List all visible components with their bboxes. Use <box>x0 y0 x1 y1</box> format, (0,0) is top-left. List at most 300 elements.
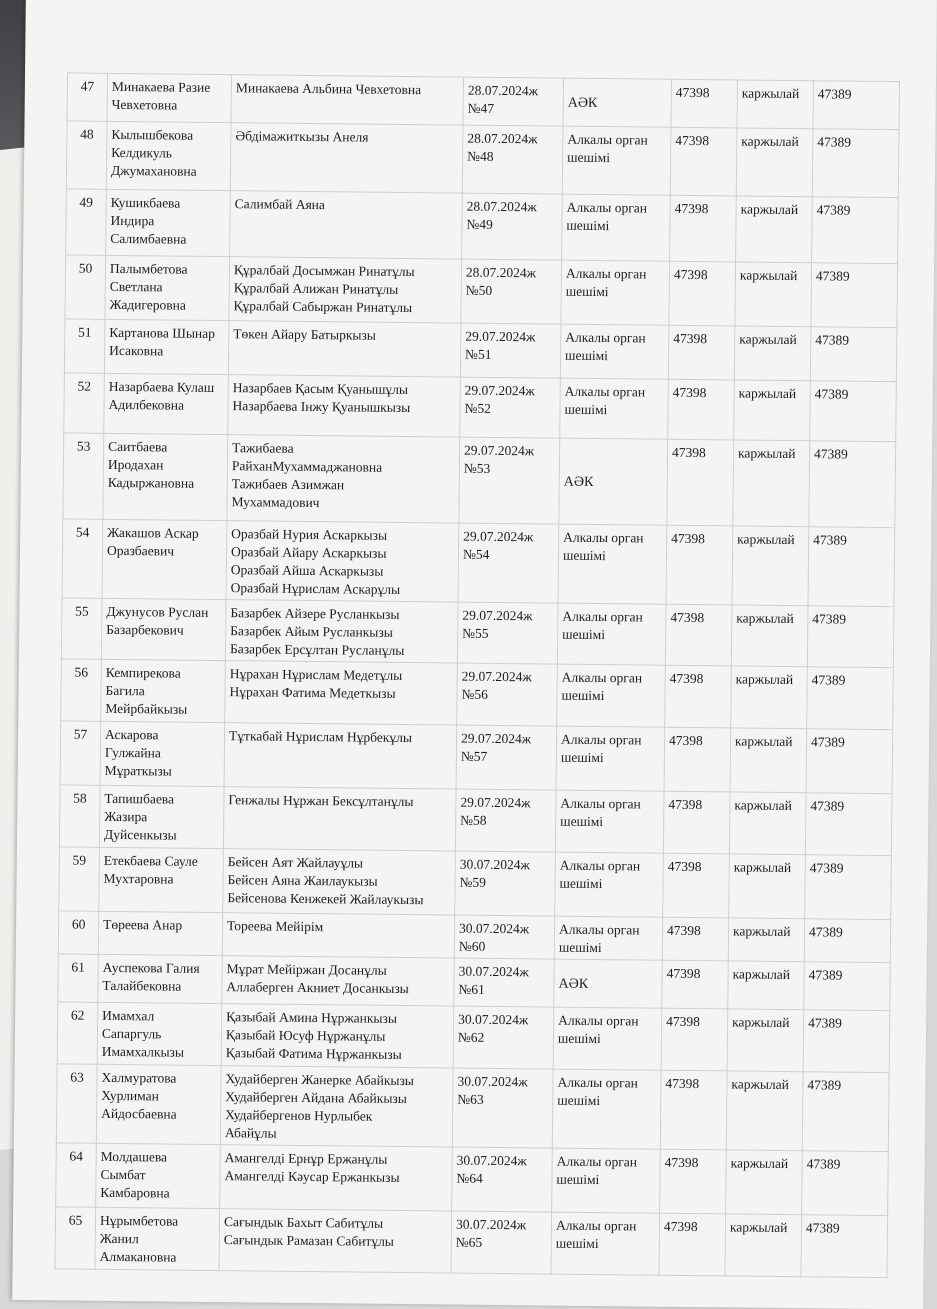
basis-cell: Алкалы орган шешімі <box>562 194 671 261</box>
total-cell: 47389 <box>804 962 890 1011</box>
decision-number: №47 <box>467 100 495 116</box>
basis-cell: АӘК <box>559 438 668 525</box>
date-cell <box>455 789 556 852</box>
child-name-line: Худайберген Жанерке Абайкызы <box>225 1071 414 1089</box>
table-row <box>67 73 899 130</box>
table-row <box>60 721 893 794</box>
children-names-cell <box>222 913 454 958</box>
date-cell <box>454 915 554 959</box>
parent-name-line: Алмакановна <box>99 1248 177 1265</box>
children-names-cell <box>226 521 459 602</box>
parent-name-line: Палымбетова <box>109 260 188 277</box>
aid-type-cell: каржылай <box>734 380 811 441</box>
aid-type-cell: каржылай <box>735 262 812 327</box>
parent-name-line: Исаковна <box>109 342 164 359</box>
aid-type-cell: каржылай <box>731 605 808 667</box>
children-names-cell <box>220 1066 453 1147</box>
parent-name-cell <box>99 847 224 912</box>
parent-name-line: Кушикбаева <box>110 194 181 211</box>
parent-name-cell <box>101 598 226 660</box>
total-cell: 47389 <box>801 1215 888 1278</box>
aid-type-cell: каржылай <box>736 128 813 197</box>
parent-name-line: Ауспекова Галия <box>102 959 200 976</box>
children-names-cell <box>223 787 456 851</box>
child-name-line: Тұткабай Нұрислам Нұрбекұлы <box>229 728 413 746</box>
parent-name-line: Жакашов Аскар <box>107 524 199 541</box>
decision-date: 28.07.2024ж <box>466 198 537 215</box>
parent-name-cell <box>102 519 227 599</box>
table-row <box>56 1064 889 1152</box>
row-number: 64 <box>56 1143 97 1207</box>
parent-name-line: Имамхал <box>102 1007 155 1024</box>
parent-name-cell <box>107 73 231 122</box>
amount-cell: 47398 <box>662 917 728 961</box>
date-cell <box>451 1211 552 1274</box>
decision-number: №62 <box>457 1029 485 1045</box>
parent-name-line: Багила <box>105 682 145 699</box>
aid-type-cell: каржылай <box>728 961 804 1010</box>
parent-name-cell <box>96 1064 221 1144</box>
child-name-line: Генжалы Нұржан Бексұлтанұлы <box>228 792 414 810</box>
decision-date: 29.07.2024ж <box>461 730 532 747</box>
aid-type-cell: каржылай <box>736 196 813 263</box>
row-number: 53 <box>63 433 104 519</box>
child-name-line: Минакаева Альбина Чевхетовна <box>235 80 422 98</box>
parent-name-line: Картанова Шынар <box>109 324 216 341</box>
date-cell <box>460 377 561 438</box>
table-row <box>57 1002 890 1073</box>
aid-type-cell: каржылай <box>733 440 810 527</box>
aid-type-cell: каржылай <box>737 80 813 129</box>
decision-date: 29.07.2024ж <box>465 328 536 345</box>
row-number: 56 <box>61 659 102 721</box>
decision-number: №58 <box>460 812 487 828</box>
children-names-cell <box>220 1145 453 1211</box>
parent-name-cell <box>106 189 231 256</box>
parent-name-line: Хурлиман <box>101 1087 159 1104</box>
decision-date: 30.07.2024ж <box>459 856 530 873</box>
parent-name-cell <box>96 1143 221 1208</box>
parent-name-line: Нұрымбетова <box>99 1212 179 1229</box>
parent-name-cell <box>95 1207 220 1270</box>
table-body <box>55 73 899 1278</box>
total-cell: 47389 <box>803 1010 890 1073</box>
total-cell: 47389 <box>802 1151 889 1216</box>
row-number: 60 <box>58 911 98 954</box>
total-cell: 47389 <box>810 381 897 442</box>
child-name-line: Оразбай Айару Аскаркызы <box>230 544 387 561</box>
table-row <box>59 785 892 856</box>
date-cell <box>462 125 563 194</box>
child-name-line: Аллаберген Акниет Досанкызы <box>226 979 409 997</box>
children-names-cell <box>230 123 463 193</box>
children-names-cell <box>227 435 460 523</box>
child-name-line: Назарбаев Қасым Қуанышұлы <box>232 380 409 398</box>
decision-number: №57 <box>460 748 488 764</box>
child-name-line: Амангелді Кәусар Ержанкызы <box>224 1168 400 1185</box>
row-number: 52 <box>64 373 105 433</box>
child-name-line: Тажибаева <box>232 440 294 456</box>
total-cell: 47389 <box>805 793 892 856</box>
row-number: 57 <box>60 721 101 785</box>
date-cell <box>463 77 563 126</box>
parent-name-line: Кемпирекова <box>105 664 181 681</box>
decision-date: 30.07.2024ж <box>455 1216 527 1233</box>
parent-name-line: Иродахан <box>107 456 164 473</box>
amount-cell: 47398 <box>660 1149 727 1214</box>
child-name-line: Нұрахан Фатима Медеткызы <box>229 684 396 701</box>
total-cell: 47389 <box>804 919 890 963</box>
decision-date: 30.07.2024ж <box>456 1152 527 1169</box>
table-row <box>58 954 890 1011</box>
table-row <box>62 519 895 607</box>
amount-cell: 47398 <box>666 525 733 605</box>
children-names-cell <box>228 375 461 437</box>
parent-name-line: Тапишбаева <box>104 790 175 807</box>
child-name-line: Оразбай Айша Аскаркызы <box>230 562 384 579</box>
decision-date: 29.07.2024ж <box>460 794 531 811</box>
parent-name-cell <box>100 721 225 786</box>
date-cell <box>457 602 558 664</box>
child-name-line: Төкен Айару Батыркызы <box>233 326 377 343</box>
child-name-line: Мухаммадович <box>231 494 320 511</box>
date-cell <box>462 193 563 260</box>
row-number: 62 <box>57 1002 98 1064</box>
child-name-line: Құралбай Сабыржан Ринатұлы <box>233 298 413 316</box>
parent-name-line: Чевхетовна <box>111 96 178 113</box>
parent-name-line: Индира <box>110 212 155 229</box>
amount-cell: 47398 <box>663 791 730 854</box>
decision-date: 28.07.2024ж <box>465 264 537 281</box>
total-cell: 47389 <box>802 1072 889 1152</box>
date-cell <box>460 323 561 378</box>
aid-type-cell: каржылай <box>730 728 807 793</box>
amount-cell: 47398 <box>670 195 737 262</box>
decision-number: №56 <box>461 686 489 702</box>
parent-name-line: Етекбаева Сауле <box>103 852 198 869</box>
decision-date: 30.07.2024ж <box>457 1073 528 1090</box>
date-cell <box>455 851 556 916</box>
total-cell: 47389 <box>805 855 892 920</box>
parent-name-line: Сапаргуль <box>101 1025 162 1042</box>
child-name-line: Сағындык Рамазан Сабитұлы <box>223 1232 395 1249</box>
children-names-cell <box>219 1209 452 1273</box>
decision-number: №52 <box>464 400 492 416</box>
aid-type-cell: каржылай <box>726 1150 803 1215</box>
table-row <box>61 659 894 730</box>
children-names-cell <box>223 849 456 915</box>
parent-name-line: Жазира <box>104 808 148 825</box>
parent-name-cell <box>98 954 222 1003</box>
aid-type-cell: каржылай <box>726 1071 803 1151</box>
child-name-line: Оразбай Нурия Аскаркызы <box>231 526 388 543</box>
aid-type-cell: каржылай <box>729 854 806 919</box>
amount-cell: 47398 <box>664 727 731 792</box>
parent-name-line: Жадигеровна <box>109 296 186 313</box>
decision-number: №55 <box>462 625 489 641</box>
parent-name-line: Халмуратова <box>101 1069 177 1086</box>
child-name-line: Худайбергенов Нурлыбек <box>225 1107 373 1124</box>
aid-type-cell: каржылай <box>731 666 808 729</box>
decision-number: №60 <box>458 938 486 954</box>
child-name-line: Базарбек Айзере Русланкызы <box>230 605 400 622</box>
decision-number: №59 <box>459 874 487 890</box>
table-row <box>56 1143 889 1216</box>
child-name-line: Сағындык Бахыт Сабитұлы <box>223 1214 384 1231</box>
child-name-line: Назарбаева Інжу Қуанышкызы <box>232 398 411 416</box>
basis-cell: Алкалы орган шешімі <box>557 664 666 727</box>
decision-date: 30.07.2024ж <box>458 1011 529 1028</box>
decision-date: 29.07.2024ж <box>463 528 534 545</box>
row-number: 50 <box>65 255 106 319</box>
child-name-line: Базарбек Айым Русланкызы <box>230 623 393 640</box>
basis-cell: АӘК <box>554 959 662 1008</box>
parent-name-line: Аскарова <box>105 726 159 743</box>
decision-number: №61 <box>458 981 485 997</box>
children-names-cell <box>228 321 461 377</box>
table-row <box>66 121 899 198</box>
child-name-line: Қазыбай Юсуф Нұржанұлы <box>225 1027 386 1044</box>
parent-name-line: Адилбековна <box>108 396 185 413</box>
parent-name-line: Дуйсенкызы <box>103 826 177 843</box>
parent-name-line: Гулжайна <box>104 744 161 761</box>
amount-cell: 47398 <box>669 261 736 326</box>
decision-number: №64 <box>456 1170 483 1186</box>
parent-name-cell <box>97 1002 222 1065</box>
row-number: 58 <box>59 785 100 847</box>
total-cell: 47389 <box>810 327 897 382</box>
decision-date: 29.07.2024ж <box>464 382 535 399</box>
parent-name-line: Кылышбекова <box>111 126 194 143</box>
amount-cell: 47398 <box>660 1070 727 1150</box>
parent-name-cell <box>104 373 229 434</box>
parent-name-line: Салимбаевна <box>110 230 187 247</box>
children-names-cell <box>229 257 462 323</box>
row-number: 48 <box>66 121 107 189</box>
decision-number: №49 <box>466 216 493 232</box>
date-cell <box>458 523 559 603</box>
beneficiary-table <box>54 72 899 1278</box>
total-cell: 47389 <box>812 129 899 198</box>
child-name-line: Бейсен Аят Жайлауұлы <box>227 854 364 871</box>
parent-name-line: Кадыржановна <box>107 474 195 491</box>
table-row <box>61 598 894 668</box>
parent-name-line: Оразбаевич <box>106 542 175 559</box>
parent-name-line: Мухтаровна <box>103 870 174 887</box>
row-number: 51 <box>64 319 105 373</box>
decision-number: №48 <box>467 148 494 164</box>
amount-cell: 47398 <box>661 1008 728 1071</box>
date-cell <box>454 958 554 1007</box>
date-cell <box>456 725 557 790</box>
basis-cell: Алкалы орган шешімі <box>554 916 662 960</box>
basis-cell: Алкалы орган шешімі <box>560 324 669 379</box>
decision-number: №51 <box>465 346 492 362</box>
table-row <box>64 373 897 442</box>
parent-name-line: Сымбат <box>100 1166 146 1183</box>
table-row <box>66 189 899 264</box>
child-name-line: Худайберген Айдана Абайкызы <box>225 1089 407 1107</box>
basis-cell: Алкалы орган шешімі <box>556 726 665 791</box>
child-name-line: Амангелді Ернұр Ержанұлы <box>224 1150 388 1167</box>
children-names-cell <box>224 723 457 789</box>
decision-number: №65 <box>455 1234 483 1250</box>
table-row <box>55 1207 888 1278</box>
total-cell: 47389 <box>812 197 899 264</box>
table-row <box>59 847 892 920</box>
child-name-line: Бейсен Аяна Жаилаукызы <box>227 872 378 889</box>
row-number: 63 <box>56 1064 97 1143</box>
decision-number: №54 <box>462 546 490 562</box>
children-names-cell <box>225 661 458 725</box>
parent-name-line: Имамхалкызы <box>101 1043 185 1060</box>
basis-cell: Алкалы орган шешімі <box>558 524 667 604</box>
child-name-line: РайханМухаммаджановна <box>231 458 383 475</box>
basis-cell: Алкалы орган шешімі <box>561 260 670 325</box>
basis-cell: Алкалы орган шешімі <box>560 378 669 439</box>
row-number: 54 <box>62 519 103 598</box>
parent-name-line: Джунусов Руслан <box>106 603 209 620</box>
parent-name-cell <box>106 121 231 190</box>
basis-cell: Алкалы орган шешімі <box>552 1069 661 1149</box>
children-names-cell <box>222 956 454 1006</box>
child-name-line: Қазыбай Фатима Нұржанкызы <box>225 1045 402 1062</box>
amount-cell: 47398 <box>670 127 737 196</box>
decision-number: №53 <box>463 460 491 476</box>
table-row <box>65 255 898 328</box>
parent-name-line: Айдосбаевна <box>101 1105 177 1122</box>
total-cell: 47389 <box>807 606 894 668</box>
parent-name-cell <box>101 659 226 722</box>
document-page <box>12 0 937 1309</box>
child-name-line: Оразбай Нұрислам Аскарұлы <box>230 580 401 597</box>
decision-date: 30.07.2024ж <box>459 920 530 937</box>
basis-cell: Алкалы орган шешімі <box>555 790 664 853</box>
aid-type-cell: каржылай <box>732 526 809 606</box>
aid-type-cell: каржылай <box>728 918 804 962</box>
child-name-line: Базарбек Ерсұлтан Русланұлы <box>229 641 405 658</box>
child-name-line: Бейсенова Кенжекей Жайлаукызы <box>227 890 424 908</box>
parent-name-line: Джумахановна <box>110 162 197 179</box>
decision-date: 29.07.2024ж <box>464 442 535 459</box>
amount-cell: 47398 <box>667 439 734 526</box>
amount-cell: 47398 <box>665 604 732 666</box>
table-row <box>64 319 897 382</box>
child-name-line: Мұрат Мейіржан Досанұлы <box>226 961 387 978</box>
basis-cell: Алкалы орган шешімі <box>557 603 666 665</box>
decision-date: 29.07.2024ж <box>462 607 533 624</box>
child-name-line: Абайұлы <box>224 1125 277 1141</box>
row-number: 55 <box>61 598 102 659</box>
date-cell <box>459 437 560 524</box>
decision-number: №50 <box>465 282 493 298</box>
aid-type-cell: каржылай <box>734 326 811 381</box>
parent-name-line: Камбаровна <box>100 1184 170 1201</box>
amount-cell: 47398 <box>671 79 737 128</box>
amount-cell: 47398 <box>668 325 735 380</box>
total-cell: 47389 <box>809 441 896 528</box>
total-cell: 47389 <box>813 81 899 130</box>
child-name-line: Тажибаев Азимжан <box>231 476 345 493</box>
parent-name-line: Келдикуль <box>111 144 173 161</box>
amount-cell: 47398 <box>662 960 728 1009</box>
aid-type-cell: каржылай <box>727 1009 804 1072</box>
basis-cell: Алкалы орган шешімі <box>551 1212 660 1275</box>
parent-name-cell <box>103 433 228 520</box>
parent-name-line: Назарбаева Кулаш <box>108 378 215 395</box>
basis-cell: АӘК <box>563 78 671 127</box>
parent-name-cell <box>99 785 224 848</box>
row-number: 59 <box>59 847 100 911</box>
children-names-cell <box>225 600 458 663</box>
parent-name-line: Светлана <box>109 278 163 295</box>
parent-name-line: Төреева Анар <box>103 916 183 933</box>
child-name-line: Құралбай Досымжан Ринатұлы <box>233 262 415 280</box>
parent-name-line: Минакаева Разие <box>111 78 211 95</box>
row-number: 61 <box>58 954 99 1002</box>
total-cell: 47389 <box>808 527 895 607</box>
children-names-cell <box>230 191 463 259</box>
decision-date: 28.07.2024ж <box>467 82 539 99</box>
amount-cell: 47398 <box>665 665 732 728</box>
table-row <box>63 433 896 528</box>
parent-name-line: Мейрбайкызы <box>105 700 188 717</box>
parent-name-cell <box>105 255 230 320</box>
decision-date: 29.07.2024ж <box>461 668 532 685</box>
amount-cell: 47398 <box>668 379 735 440</box>
basis-cell: Алкалы орган шешімі <box>553 1007 662 1070</box>
child-name-line: Құралбай Алижан Ринатұлы <box>233 280 399 297</box>
decision-number: №63 <box>457 1091 484 1107</box>
parent-name-cell <box>104 319 229 374</box>
decision-date: 30.07.2024ж <box>458 963 529 980</box>
children-names-cell <box>221 1004 454 1068</box>
total-cell: 47389 <box>806 729 893 794</box>
decision-date: 28.07.2024ж <box>467 130 538 147</box>
date-cell <box>457 663 558 726</box>
amount-cell: 47398 <box>663 853 730 918</box>
total-cell: 47389 <box>811 263 898 328</box>
parent-name-line: Мұраткызы <box>104 762 172 779</box>
parent-name-cell <box>98 911 222 955</box>
row-number: 47 <box>67 73 108 121</box>
aid-type-cell: каржылай <box>725 1214 802 1277</box>
date-cell <box>461 259 562 324</box>
aid-type-cell: каржылай <box>729 792 806 855</box>
child-name-line: Салимбай Аяна <box>234 196 326 213</box>
basis-cell: Алкалы орган шешімі <box>562 126 671 195</box>
parent-name-line: Жанил <box>99 1230 139 1247</box>
parent-name-line: Саитбаева <box>108 438 168 455</box>
amount-cell: 47398 <box>659 1213 726 1276</box>
row-number: 65 <box>55 1207 96 1269</box>
parent-name-line: Молдашева <box>100 1148 168 1165</box>
basis-cell: Алкалы орган шешімі <box>555 852 664 917</box>
basis-cell: Алкалы орган шешімі <box>552 1148 661 1213</box>
child-name-line: Қазыбай Амина Нұржанкызы <box>226 1009 398 1026</box>
date-cell <box>452 1068 553 1148</box>
parent-name-line: Базарбекович <box>106 621 184 638</box>
date-cell <box>452 1147 553 1212</box>
date-cell <box>453 1006 554 1069</box>
children-names-cell <box>231 75 463 125</box>
row-number: 49 <box>66 189 107 255</box>
parent-name-line: Талайбековна <box>102 977 182 994</box>
child-name-line: Әбдімажиткызы Анеля <box>235 128 369 145</box>
total-cell: 47389 <box>807 667 894 730</box>
child-name-line: Нұрахан Нұрислам Медетұлы <box>229 666 403 683</box>
child-name-line: Тореева Мейірім <box>227 918 324 935</box>
